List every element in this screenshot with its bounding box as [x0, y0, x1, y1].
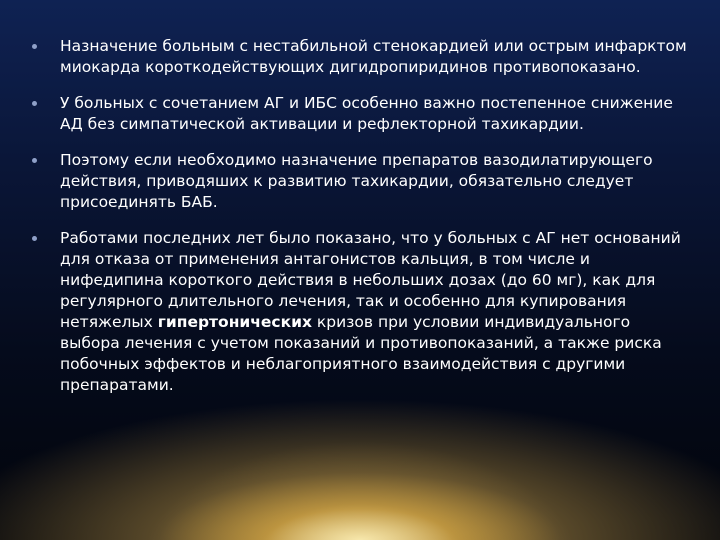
bullet-item-4 [30, 228, 690, 396]
bullet-dot-icon [32, 101, 37, 106]
bullet-text-3: Поэтому если необходимо назначение препаратов вазодилатирующего действия, приводяших к развитию тахикардии, обязательно следует присоединять БАБ. [60, 151, 653, 211]
slide-content [30, 36, 690, 411]
bullet-dot-icon [32, 236, 37, 241]
bullet-text-4-before: Работами последних лет было показано, что у больных с АГ нет оснований для отказа от применения антагонистов кальция, в том числе и нифедипина короткого действия в небольших дозах (до 60 мг), как для регулярного длительного лечения, так и особенно для купирования нетяжелых [60, 229, 681, 331]
bullet-dot-icon [32, 44, 37, 49]
bullet-text-2: У больных с сочетанием АГ и ИБС особенно важно постепенное снижение АД без симпатической активации и рефлекторной тахикардии. [60, 94, 673, 133]
bottom-light-glow [140, 440, 580, 540]
bullet-dot-icon [32, 158, 37, 163]
bullet-item-2 [30, 93, 690, 135]
bullet-text-1: Назначение больным с нестабильной стенокардией или острым инфарктом миокарда короткодействующих дигидропиридинов противопоказано. [60, 37, 687, 76]
bullet-list [30, 36, 690, 396]
bullet-text-4-bold: гипертонических [157, 313, 312, 331]
bullet-item-3 [30, 150, 690, 213]
bullet-text-4-after: кризов при условии индивидуального выбора лечения с учетом показаний и противопоказаний, а также риска побочных эффектов и неблагоприятного взаимодействия с другими препаратами. [60, 313, 662, 394]
bullet-item-1 [30, 36, 690, 78]
